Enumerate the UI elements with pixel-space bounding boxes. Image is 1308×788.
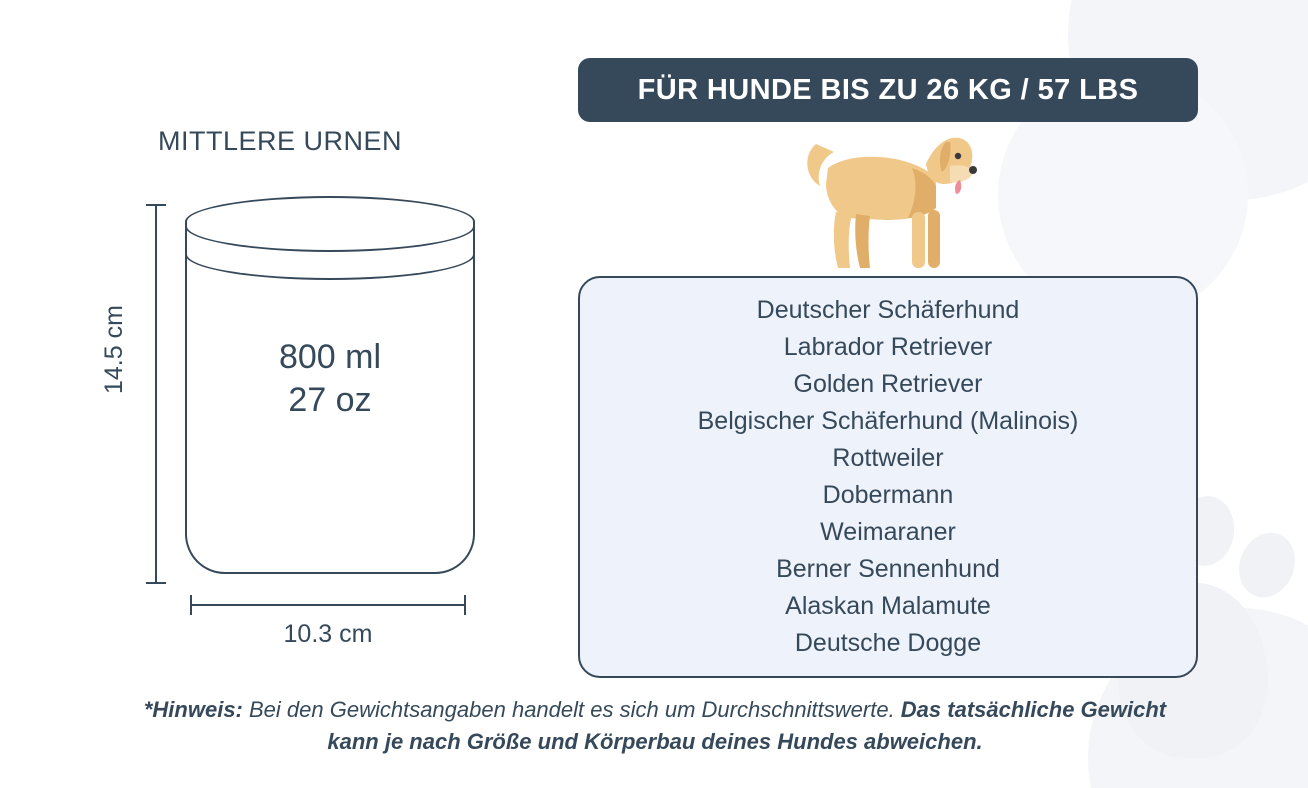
urn-volume-oz: 27 oz — [288, 380, 372, 419]
width-dimension-line — [190, 604, 466, 606]
list-item: Deutscher Schäferhund — [756, 296, 1020, 324]
list-item: Berner Sennenhund — [776, 555, 1000, 583]
urn-lid-shape — [185, 196, 475, 252]
dog-illustration — [800, 116, 980, 282]
footnote-lead: *Hinweis: — [143, 697, 243, 722]
footnote-emphasis: Das tatsächliche Gewicht kann je nach Größe und Körperbau deines Hundes abweichen. — [327, 697, 1167, 754]
list-item: Belgischer Schäferhund (Malinois) — [697, 407, 1079, 435]
urn-size-title: MITTLERE URNEN — [157, 126, 402, 156]
footnote-text: Bei den Gewichtsangaben handelt es sich um Durchschnittswerte. — [242, 697, 901, 722]
list-item: Dobermann — [822, 481, 954, 509]
list-item: Alaskan Malamute — [785, 592, 991, 620]
weight-range-banner-label: FÜR HUNDE BIS ZU 26 KG / 57 LBS — [637, 73, 1139, 106]
list-item: Weimaraner — [820, 518, 956, 546]
urn-volume-ml: 800 ml — [278, 338, 382, 376]
breed-list-panel — [578, 276, 1198, 678]
footnote — [140, 694, 1170, 758]
height-dimension-label: 14.5 cm — [100, 305, 128, 394]
list-item: Deutsche Dogge — [794, 629, 982, 657]
urn-volume-text — [185, 336, 475, 421]
urn-illustration — [150, 196, 490, 596]
width-dimension-label: 10.3 cm — [283, 620, 373, 648]
list-item: Golden Retriever — [793, 370, 983, 398]
weight-range-banner — [578, 58, 1198, 122]
list-item: Rottweiler — [832, 444, 944, 472]
urn-size-panel — [0, 0, 560, 700]
list-item: Labrador Retriever — [783, 333, 993, 361]
